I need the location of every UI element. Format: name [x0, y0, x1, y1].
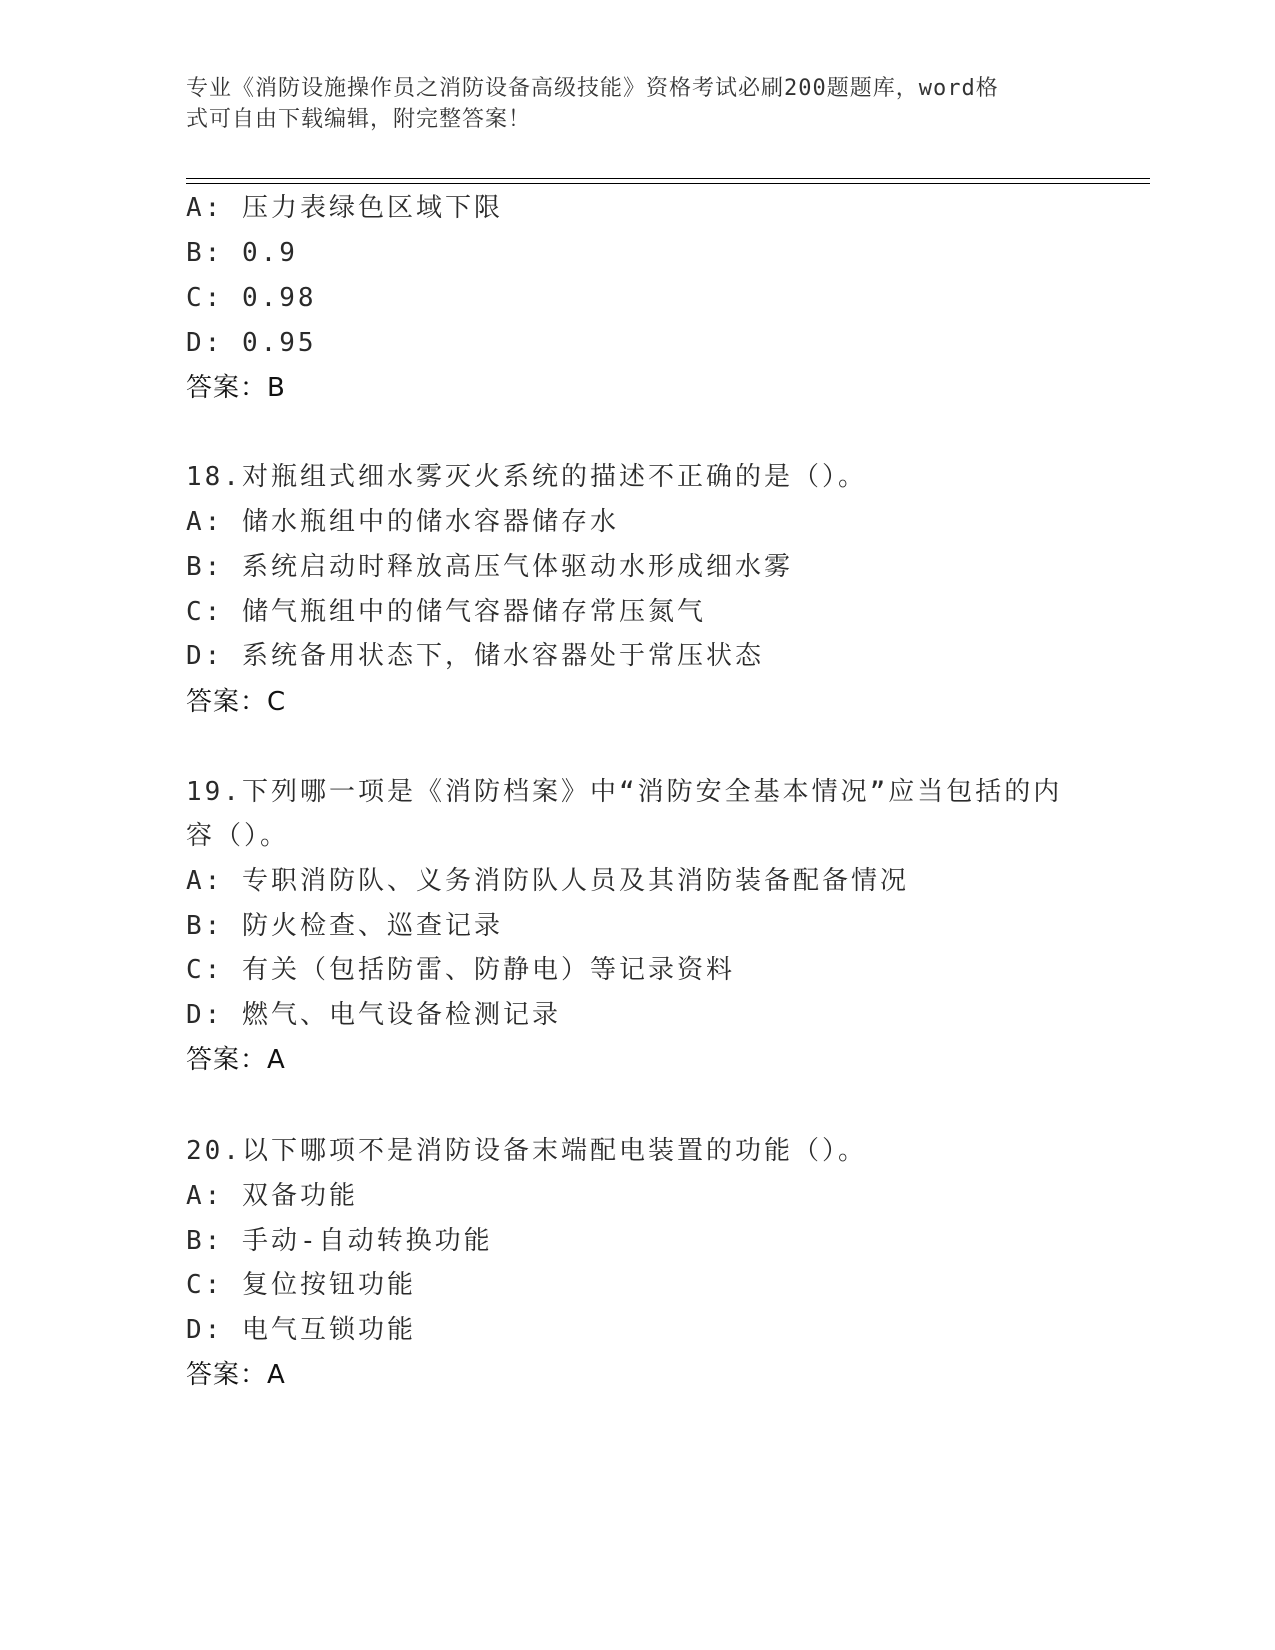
document-header: [186, 73, 1066, 135]
q19-option-d: D: 燃气、电气设备检测记录: [186, 1000, 561, 1030]
q19-option-b: B: 防火检查、巡查记录: [186, 911, 503, 941]
header-rule-bottom: [186, 183, 1150, 184]
q18-answer: 答案：C: [186, 687, 287, 717]
header-line-1: 专业《消防设施操作员之消防设备高级技能》资格考试必刷200题题库，word格: [186, 76, 999, 101]
q19-option-a: A: 专职消防队、义务消防队人员及其消防装备配备情况: [186, 866, 909, 896]
q17-answer: 答案：B: [186, 373, 286, 403]
header-line-2: 式可自由下载编辑，附完整答案！: [186, 107, 532, 132]
q18-option-b: B: 系统启动时释放高压气体驱动水形成细水雾: [186, 552, 793, 582]
q17-option-a: A: 压力表绿色区域下限: [186, 193, 503, 223]
q17-option-c: C: 0.98: [186, 283, 317, 313]
q18-option-a: A: 储水瓶组中的储水容器储存水: [186, 507, 619, 537]
q20-stem: 20.以下哪项不是消防设备末端配电装置的功能（）。: [186, 1136, 867, 1166]
q17-option-b: B: 0.9: [186, 238, 298, 268]
q19-answer: 答案：A: [186, 1045, 286, 1075]
q19-stem-line-1: 19.下列哪一项是《消防档案》中“消防安全基本情况”应当包括的内: [186, 777, 1063, 807]
q18-stem: 18.对瓶组式细水雾灭火系统的描述不正确的是（）。: [186, 462, 867, 492]
q19-stem-line-2: 容（）。: [186, 821, 290, 851]
q17-option-d: D: 0.95: [186, 328, 317, 358]
q19-option-c: C: 有关（包括防雷、防静电）等记录资料: [186, 955, 735, 985]
q20-option-a: A: 双备功能: [186, 1181, 358, 1211]
q18-option-c: C: 储气瓶组中的储气容器储存常压氮气: [186, 597, 706, 627]
q20-answer: 答案：A: [186, 1360, 286, 1390]
header-rule-top: [186, 178, 1150, 179]
q20-option-c: C: 复位按钮功能: [186, 1270, 416, 1300]
q20-option-d: D: 电气互锁功能: [186, 1315, 416, 1345]
q18-option-d: D: 系统备用状态下，储水容器处于常压状态: [186, 641, 764, 671]
q20-option-b: B: 手动-自动转换功能: [186, 1226, 493, 1256]
